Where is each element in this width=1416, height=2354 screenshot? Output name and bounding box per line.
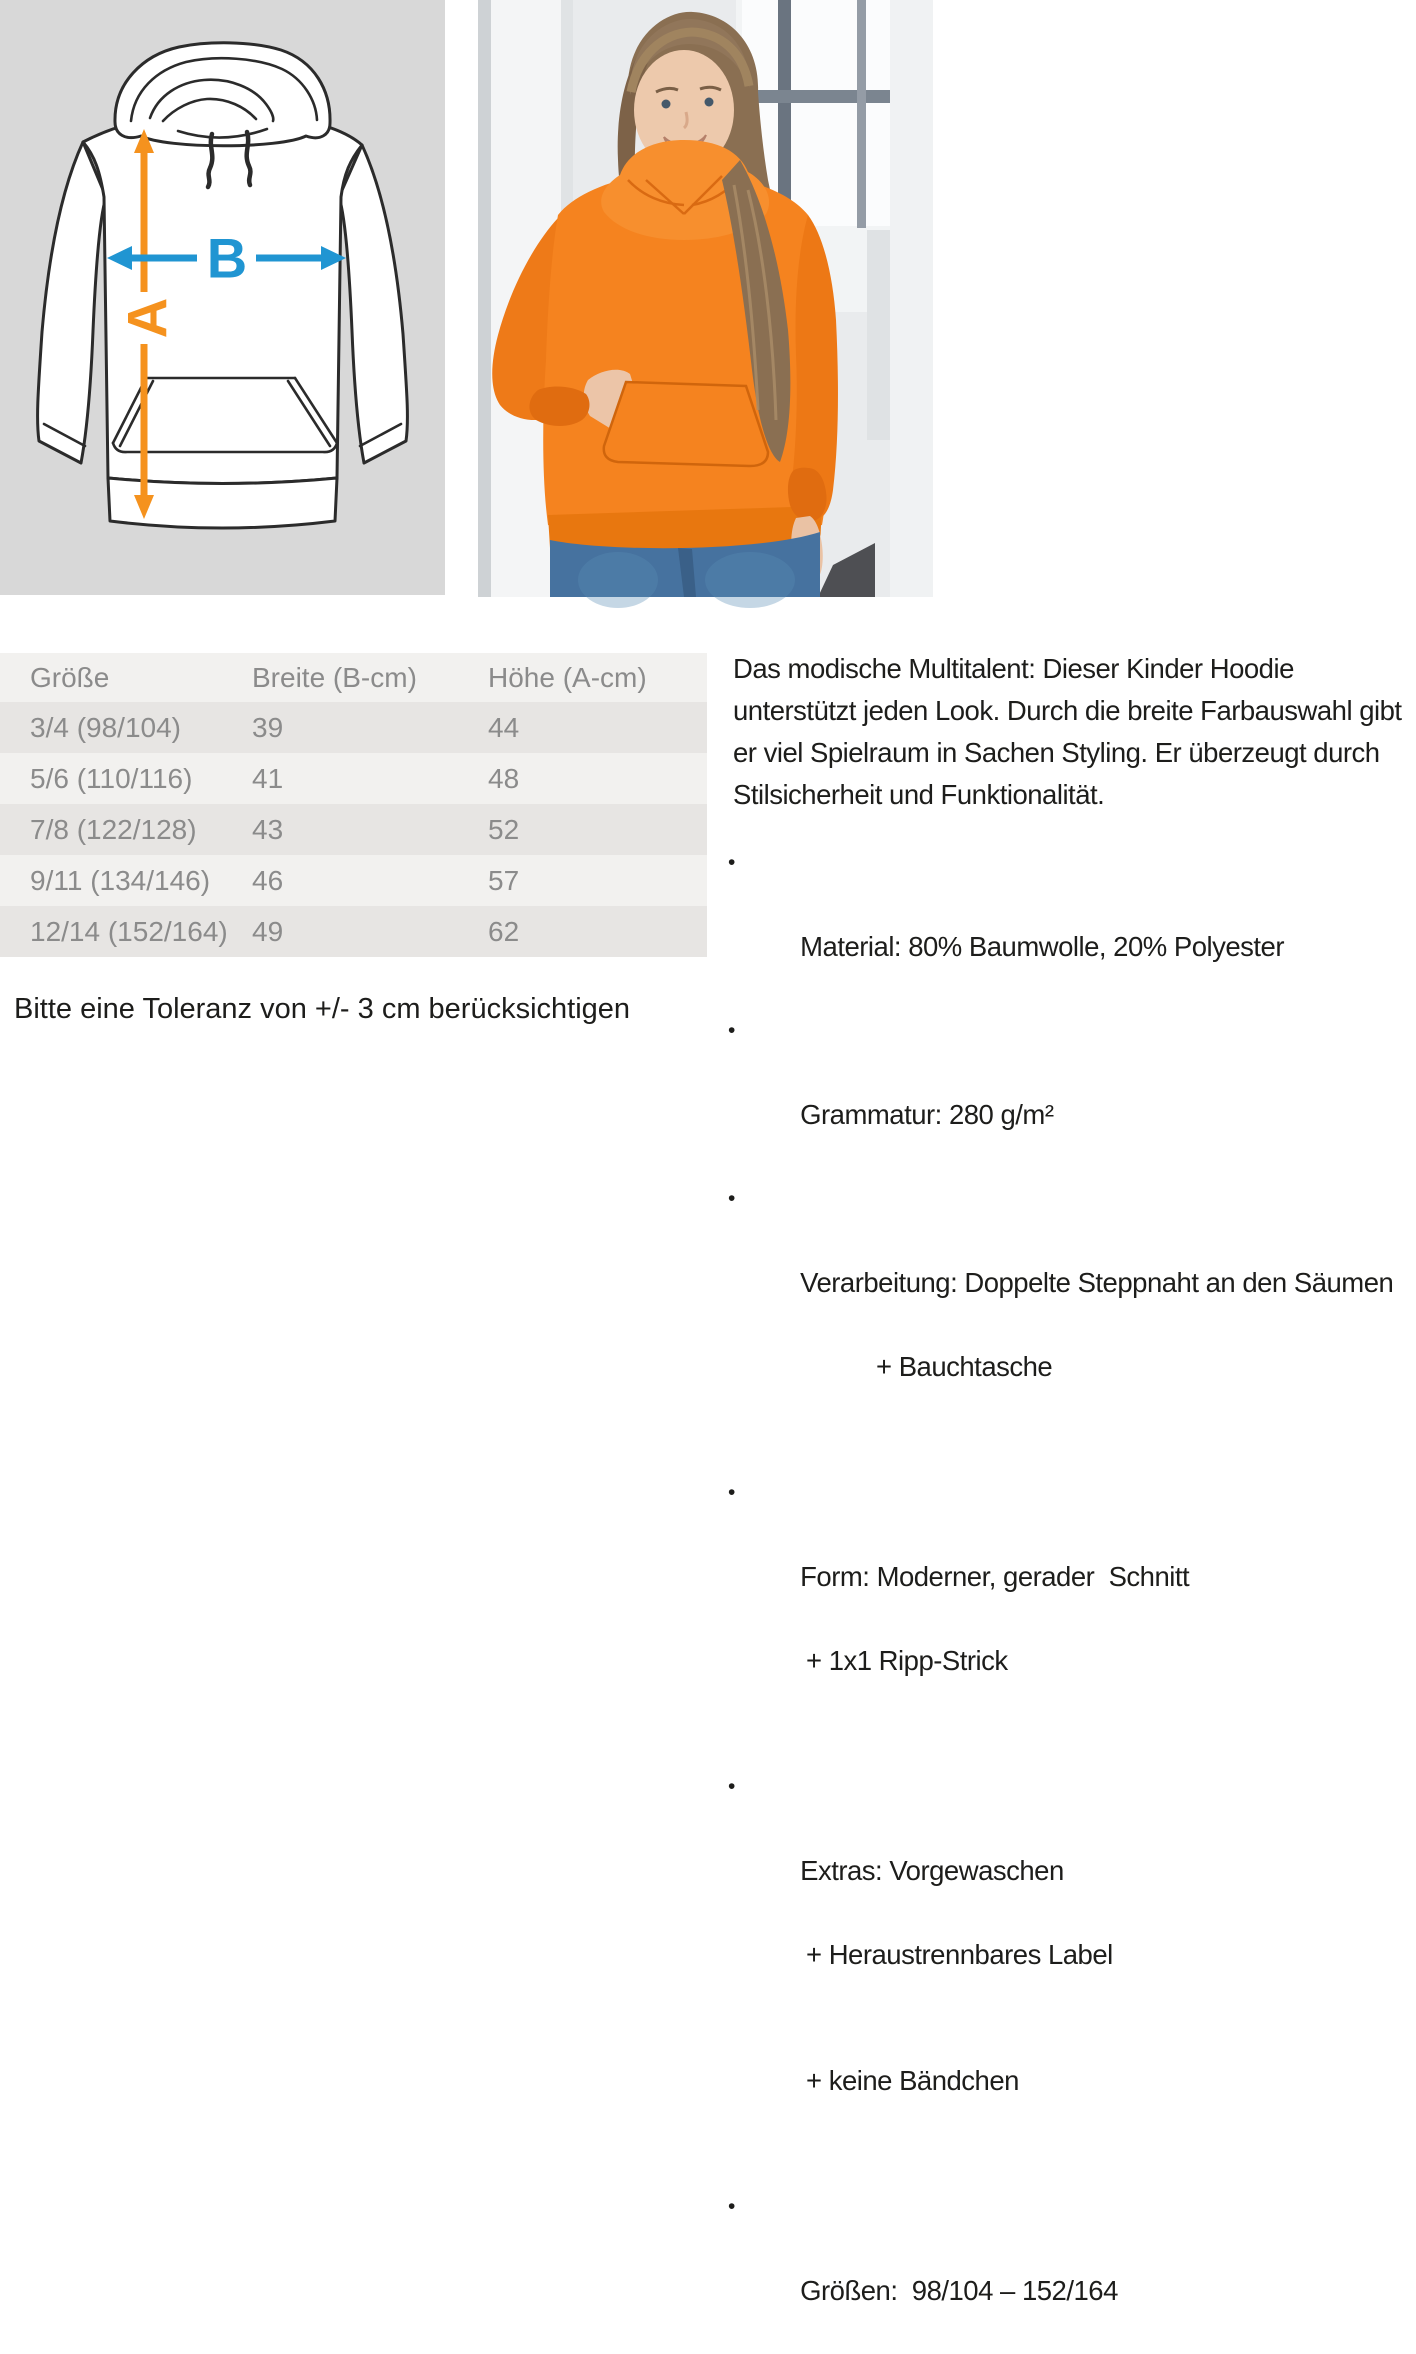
cell-width: 41 [252, 762, 284, 794]
product-photo [478, 0, 933, 597]
tolerance-note: Bitte eine Toleranz von +/- 3 cm berücksichtigen [14, 993, 631, 1025]
bullet-icon: • [728, 851, 735, 874]
header-breite: Breite (B-cm) [252, 661, 417, 693]
cell-height: 48 [488, 762, 520, 794]
left-eye [662, 100, 671, 109]
cell-height: 62 [488, 915, 520, 947]
cell-size: 7/8 (122/128) [30, 813, 197, 845]
kangaroo-pocket [604, 382, 768, 466]
size-table-row [0, 804, 707, 855]
spec-item-material [728, 842, 1415, 1010]
header-groesse: Größe [30, 661, 110, 693]
hoodie-left-sleeve [38, 142, 106, 463]
cell-size: 12/14 (152/164) [30, 915, 228, 947]
spec-text: Verarbeitung: Doppelte Steppnaht an den Säumen [800, 1267, 1394, 1298]
cell-width: 39 [252, 711, 284, 743]
spec-item-verarbeitung [728, 1178, 1415, 1472]
spec-extra: + keine Bändchen [806, 2065, 1019, 2096]
size-table-header-row [0, 653, 707, 702]
spec-text: Form: Moderner, gerader Schnitt [800, 1561, 1190, 1592]
size-table [0, 653, 707, 957]
left-cuff [529, 387, 589, 426]
product-description-intro: Das modische Multitalent: Dieser Kinder Hoodie unterstützt jeden Look. Durch die breite Farbauswahl gibt er viel Spielraum in Sachen Styling. Er überzeugt durch Stilsicherheit und Funktionalität. [733, 653, 1402, 810]
size-table-row [0, 753, 707, 804]
spec-item-form [728, 1472, 1415, 1766]
hoodie-right-sleeve [339, 145, 407, 463]
size-table-row [0, 855, 707, 906]
cell-size: 5/6 (110/116) [30, 762, 193, 794]
spec-item-groessen [728, 2186, 1415, 2354]
bullet-icon: • [728, 1481, 735, 1504]
cell-size: 3/4 (98/104) [30, 711, 181, 743]
spec-item-extras [728, 1766, 1415, 2186]
photo-illustration [478, 0, 933, 597]
cell-width: 43 [252, 813, 284, 845]
size-diagram-panel [0, 0, 445, 595]
size-table-row [0, 906, 707, 957]
product-spec-list [728, 842, 1415, 2354]
cell-height: 57 [488, 864, 520, 896]
hoodie-measurement-diagram [0, 0, 445, 595]
spec-text: Material: 80% Baumwolle, 20% Polyester [800, 931, 1284, 962]
bullet-icon: • [728, 1775, 735, 1798]
spec-extra: + 1x1 Ripp-Strick [806, 1645, 1008, 1676]
product-description-column [728, 648, 1415, 2354]
right-pillar [890, 0, 933, 597]
bullet-icon: • [728, 1187, 735, 1210]
bullet-icon: • [728, 1019, 735, 1042]
spec-text: Größen: 98/104 – 152/164 [800, 2275, 1118, 2306]
spec-text: Grammatur: 280 g/m² [800, 1099, 1054, 1130]
spec-extra: + Heraustrennbares Label [806, 1939, 1113, 1970]
spec-item-grammatur [728, 1010, 1415, 1178]
label-b: B [206, 226, 248, 290]
spec-extra: + Bauchtasche [876, 1351, 1053, 1382]
cell-height: 44 [488, 711, 520, 743]
bullet-icon: • [728, 2195, 735, 2218]
cell-width: 49 [252, 915, 284, 947]
right-eye [705, 98, 714, 107]
size-table-row [0, 702, 707, 753]
label-a: A [115, 297, 179, 339]
cell-size: 9/11 (134/146) [30, 864, 211, 896]
header-hoehe: Höhe (A-cm) [488, 661, 647, 693]
cell-width: 46 [252, 864, 284, 896]
spec-text: Extras: Vorgewaschen [800, 1855, 1064, 1886]
cell-height: 52 [488, 813, 520, 845]
